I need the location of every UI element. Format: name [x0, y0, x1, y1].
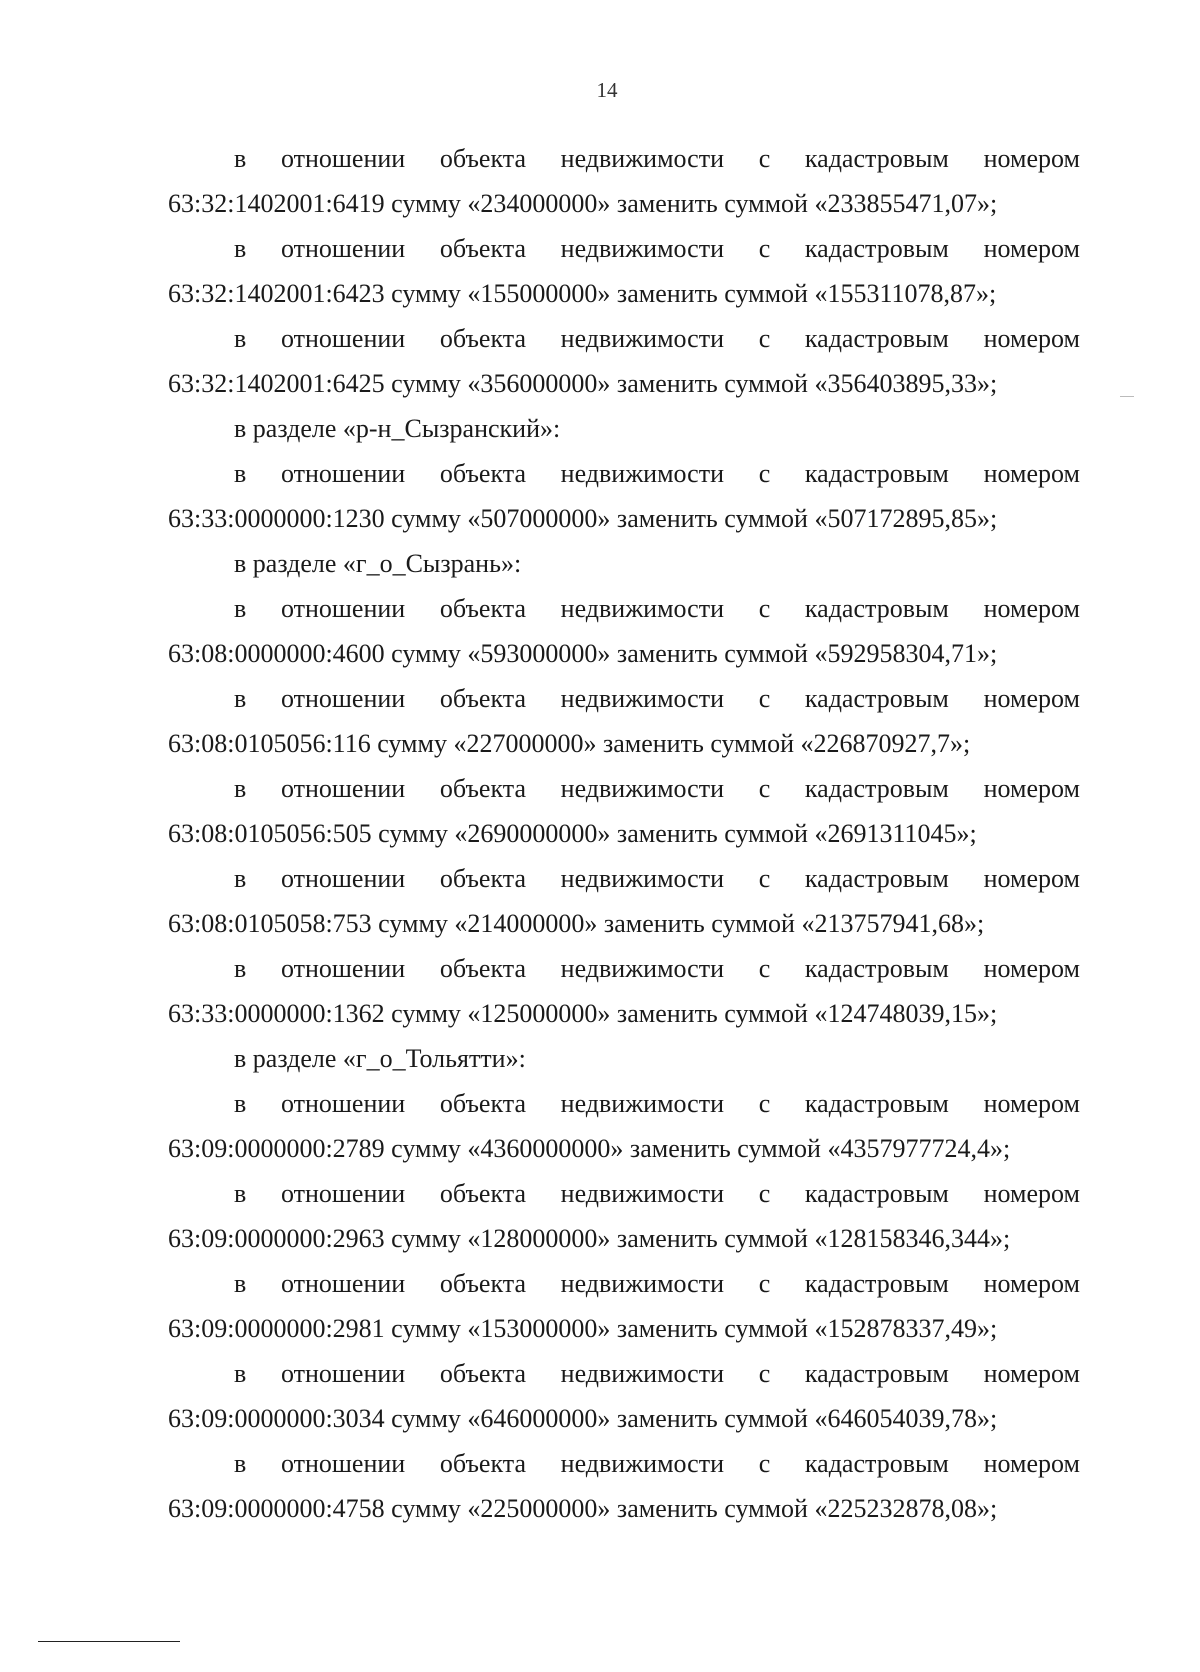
lead-word: отношении: [280, 774, 406, 803]
lead-word: номером: [983, 864, 1080, 893]
entry-detail-line: 63:09:0000000:4758 сумму «225000000» заменить суммой «225232878,08»;: [168, 1494, 998, 1523]
amendment-entry: [168, 856, 1080, 946]
lead-word: кадастровым: [804, 234, 949, 263]
entry-detail-line: 63:33:0000000:1230 сумму «507000000» заменить суммой «507172895,85»;: [168, 504, 998, 533]
entry-lead-line: [168, 136, 1080, 181]
lead-word: в: [234, 1359, 247, 1388]
lead-word: с: [758, 954, 771, 983]
lead-word: с: [758, 459, 771, 488]
lead-word: с: [758, 864, 771, 893]
lead-word: кадастровым: [804, 594, 949, 623]
entry-detail-line: 63:32:1402001:6425 сумму «356000000» заменить суммой «356403895,33»;: [168, 369, 998, 398]
lead-word: с: [758, 324, 771, 353]
amendment-entry: [168, 766, 1080, 856]
entry-lead-line: [168, 1261, 1080, 1306]
entry-lead-line: [168, 1171, 1080, 1216]
entry-detail-line: 63:08:0000000:4600 сумму «593000000» заменить суммой «592958304,71»;: [168, 639, 998, 668]
amendment-entry: [168, 676, 1080, 766]
lead-word: отношении: [280, 1269, 406, 1298]
entry-lead-line: [168, 1351, 1080, 1396]
lead-word: с: [758, 774, 771, 803]
lead-word: объекта: [439, 1269, 526, 1298]
lead-word: объекта: [439, 684, 526, 713]
lead-word: объекта: [439, 1449, 526, 1478]
lead-word: кадастровым: [804, 954, 949, 983]
lead-word: недвижимости: [560, 954, 724, 983]
lead-word: объекта: [439, 459, 526, 488]
lead-word: в: [234, 774, 247, 803]
lead-word: недвижимости: [560, 1269, 724, 1298]
amendment-entry: [168, 451, 1080, 541]
lead-word: объекта: [439, 864, 526, 893]
lead-word: кадастровым: [804, 324, 949, 353]
lead-word: недвижимости: [560, 1449, 724, 1478]
section-heading: в разделе «г_о_Тольятти»:: [234, 1044, 526, 1073]
lead-word: недвижимости: [560, 774, 724, 803]
entry-detail-line: 63:09:0000000:2789 сумму «4360000000» заменить суммой «4357977724,4»;: [168, 1134, 1011, 1163]
lead-word: недвижимости: [560, 684, 724, 713]
lead-word: в: [234, 954, 247, 983]
lead-word: отношении: [280, 1449, 406, 1478]
lead-word: отношении: [280, 684, 406, 713]
entry-detail-line: 63:33:0000000:1362 сумму «125000000» заменить суммой «124748039,15»;: [168, 999, 998, 1028]
amendment-entry: [168, 586, 1080, 676]
lead-word: номером: [983, 144, 1080, 173]
lead-word: объекта: [439, 594, 526, 623]
entry-lead-line: [168, 1441, 1080, 1486]
entry-detail-line: 63:09:0000000:3034 сумму «646000000» заменить суммой «646054039,78»;: [168, 1404, 998, 1433]
lead-word: отношении: [280, 1179, 406, 1208]
lead-word: номером: [983, 324, 1080, 353]
entry-detail-line: 63:09:0000000:2981 сумму «153000000» заменить суммой «152878337,49»;: [168, 1314, 998, 1343]
lead-word: недвижимости: [560, 864, 724, 893]
amendment-entry: [168, 946, 1080, 1036]
lead-word: объекта: [439, 774, 526, 803]
entry-lead-line: [168, 316, 1080, 361]
entry-lead-line: [168, 451, 1080, 496]
lead-word: объекта: [439, 144, 526, 173]
lead-word: кадастровым: [804, 1359, 949, 1388]
lead-word: с: [758, 234, 771, 263]
amendment-entry: [168, 316, 1080, 406]
lead-word: номером: [983, 1449, 1080, 1478]
lead-word: отношении: [280, 1359, 406, 1388]
lead-word: номером: [983, 234, 1080, 263]
lead-word: объекта: [439, 1179, 526, 1208]
amendment-entry: [168, 1441, 1080, 1531]
lead-word: недвижимости: [560, 324, 724, 353]
entry-lead-line: [168, 586, 1080, 631]
lead-word: отношении: [280, 1089, 406, 1118]
margin-mark: [1120, 396, 1134, 397]
lead-word: объекта: [439, 1359, 526, 1388]
lead-word: с: [758, 1449, 771, 1478]
entry-lead-line: [168, 766, 1080, 811]
amendment-entry: [168, 1351, 1080, 1441]
lead-word: в: [234, 234, 247, 263]
lead-word: недвижимости: [560, 144, 724, 173]
entry-detail-line: 63:09:0000000:2963 сумму «128000000» заменить суммой «128158346,344»;: [168, 1224, 1011, 1253]
lead-word: недвижимости: [560, 1089, 724, 1118]
lead-word: номером: [983, 1359, 1080, 1388]
lead-word: кадастровым: [804, 1269, 949, 1298]
section-heading: в разделе «р-н_Сызранский»:: [234, 414, 561, 443]
amendment-entry: [168, 1081, 1080, 1171]
lead-word: кадастровым: [804, 684, 949, 713]
lead-word: недвижимости: [560, 1179, 724, 1208]
lead-word: объекта: [439, 324, 526, 353]
entry-lead-line: [168, 856, 1080, 901]
lead-word: недвижимости: [560, 594, 724, 623]
lead-word: с: [758, 1359, 771, 1388]
lead-word: отношении: [280, 144, 406, 173]
lead-word: в: [234, 594, 247, 623]
page-number: 14: [596, 78, 618, 102]
lead-word: с: [758, 144, 771, 173]
lead-word: с: [758, 1089, 771, 1118]
lead-word: в: [234, 1179, 247, 1208]
lead-word: в: [234, 864, 247, 893]
section-heading: в разделе «г_о_Сызрань»:: [234, 549, 522, 578]
amendment-entry: [168, 136, 1080, 226]
lead-word: номером: [983, 1089, 1080, 1118]
amendment-entry: [168, 1171, 1080, 1261]
lead-word: отношении: [280, 324, 406, 353]
lead-word: объекта: [439, 954, 526, 983]
lead-word: недвижимости: [560, 459, 724, 488]
lead-word: номером: [983, 594, 1080, 623]
lead-word: отношении: [280, 864, 406, 893]
amendment-entry: [168, 1261, 1080, 1351]
document-body: [168, 136, 1080, 1531]
lead-word: кадастровым: [804, 459, 949, 488]
lead-word: кадастровым: [804, 774, 949, 803]
lead-word: недвижимости: [560, 1359, 724, 1388]
entry-detail-line: 63:32:1402001:6423 сумму «155000000» заменить суммой «155311078,87»;: [168, 279, 997, 308]
lead-word: в: [234, 1089, 247, 1118]
lead-word: в: [234, 1269, 247, 1298]
lead-word: кадастровым: [804, 1179, 949, 1208]
lead-word: отношении: [280, 234, 406, 263]
lead-word: с: [758, 594, 771, 623]
amendment-entry: [168, 226, 1080, 316]
lead-word: с: [758, 1179, 771, 1208]
entry-lead-line: [168, 676, 1080, 721]
lead-word: с: [758, 1269, 771, 1298]
lead-word: номером: [983, 459, 1080, 488]
lead-word: недвижимости: [560, 234, 724, 263]
lead-word: объекта: [439, 234, 526, 263]
lead-word: номером: [983, 1269, 1080, 1298]
lead-word: номером: [983, 774, 1080, 803]
lead-word: номером: [983, 954, 1080, 983]
lead-word: номером: [983, 1179, 1080, 1208]
footnote-separator: [38, 1641, 180, 1642]
lead-word: в: [234, 144, 247, 173]
lead-word: в: [234, 324, 247, 353]
lead-word: кадастровым: [804, 1449, 949, 1478]
lead-word: с: [758, 684, 771, 713]
lead-word: номером: [983, 684, 1080, 713]
lead-word: в: [234, 684, 247, 713]
lead-word: отношении: [280, 459, 406, 488]
lead-word: кадастровым: [804, 864, 949, 893]
lead-word: кадастровым: [804, 144, 949, 173]
lead-word: отношении: [280, 594, 406, 623]
lead-word: кадастровым: [804, 1089, 949, 1118]
lead-word: в: [234, 459, 247, 488]
lead-word: отношении: [280, 954, 406, 983]
entry-detail-line: 63:08:0105056:116 сумму «227000000» заменить суммой «226870927,7»;: [168, 729, 971, 758]
entry-detail-line: 63:08:0105058:753 сумму «214000000» заменить суммой «213757941,68»;: [168, 909, 985, 938]
entry-detail-line: 63:32:1402001:6419 сумму «234000000» заменить суммой «233855471,07»;: [168, 189, 998, 218]
entry-lead-line: [168, 226, 1080, 271]
entry-detail-line: 63:08:0105056:505 сумму «2690000000» заменить суммой «2691311045»;: [168, 819, 977, 848]
lead-word: объекта: [439, 1089, 526, 1118]
entry-lead-line: [168, 946, 1080, 991]
entry-lead-line: [168, 1081, 1080, 1126]
lead-word: в: [234, 1449, 247, 1478]
